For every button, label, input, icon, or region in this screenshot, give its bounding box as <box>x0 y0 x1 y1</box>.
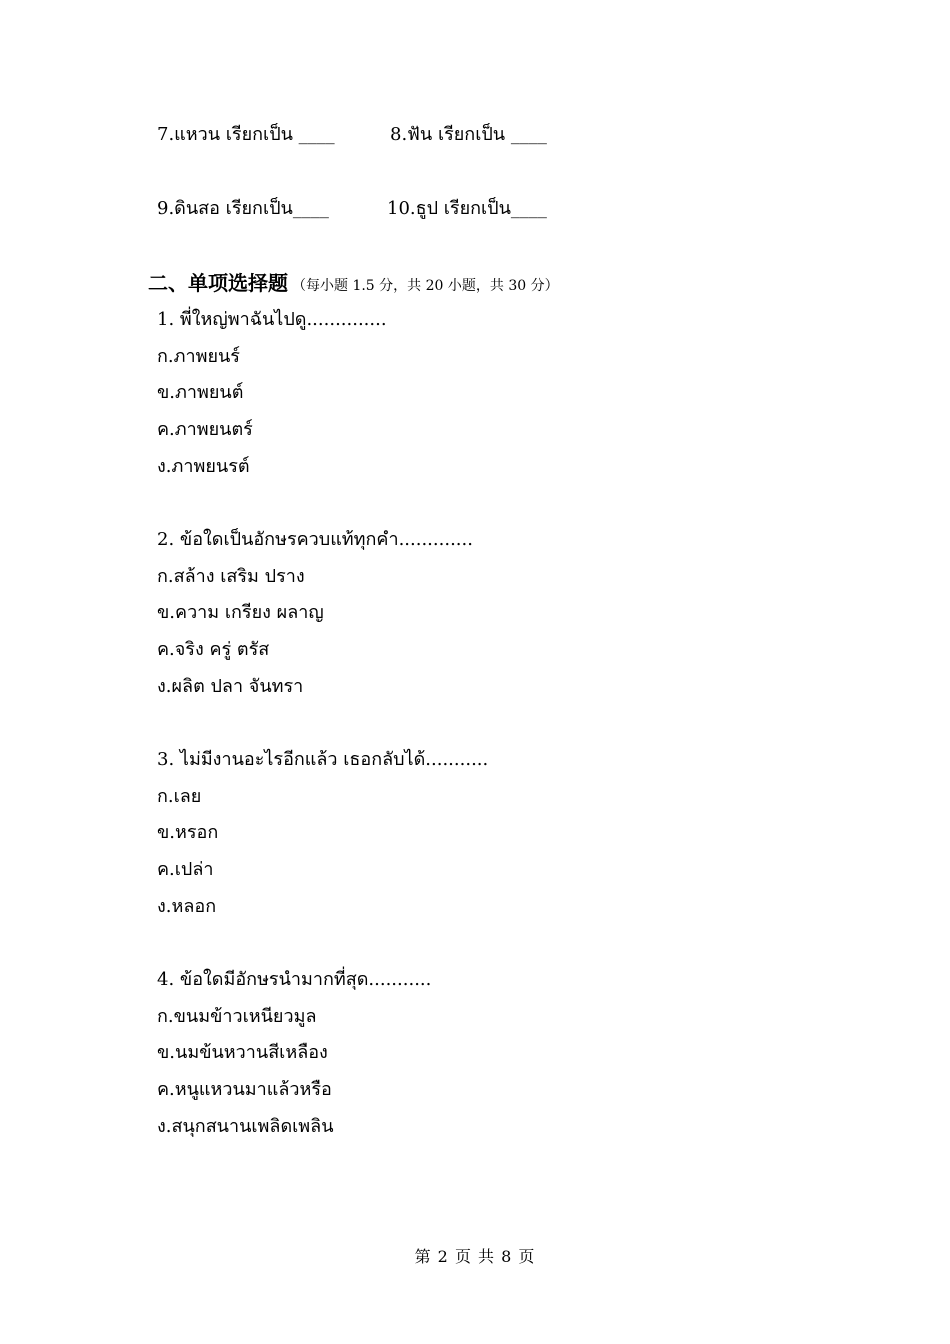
question-text: 2. ข้อใดเป็นอักษรควบแท้ทุกคำ............. <box>157 529 473 550</box>
question-text: 3. ไม่มีงานอะไรอีกแล้ว เธอกลับได้........... <box>157 749 489 770</box>
option-d: ง.สนุกสนานเพลิดเพลิน <box>157 1115 334 1137</box>
option-a: ก.ภาพยนร์ <box>157 345 240 367</box>
question-4 <box>157 962 857 1145</box>
option-b: ข.ความ เกรียง ผลาญ <box>157 602 324 624</box>
option-c: ค.เปล่า <box>157 859 214 881</box>
option-d: ง.ผลิต ปลา จันทรา <box>157 675 304 697</box>
section-note: （每小题 1.5 分，共 20 小题，共 30 分） <box>292 278 559 294</box>
question-1 <box>157 302 857 485</box>
fill-in-item-10: 10.ธูป เรียกเป็น____ <box>387 198 547 219</box>
question-3 <box>157 742 857 925</box>
page-footer: 第 2 页 共 8 页 <box>414 1247 536 1266</box>
question-2 <box>157 522 857 705</box>
fill-in-item-7: 7.แหวน เรียกเป็น ____ <box>157 124 335 145</box>
option-a: ก.สล้าง เสริม ปราง <box>157 565 305 587</box>
option-b: ข.ภาพยนต์ <box>157 382 244 404</box>
fill-in-item-8: 8.ฟัน เรียกเป็น ____ <box>390 124 547 145</box>
option-a: ก.เลย <box>157 785 202 807</box>
option-c: ค.จริง ครู่ ตรัส <box>157 639 270 661</box>
fill-in-item-9: 9.ดินสอ เรียกเป็น____ <box>157 198 329 219</box>
option-a: ก.ขนมข้าวเหนียวมูล <box>157 1005 317 1027</box>
question-text: 1. พี่ใหญ่พาฉันไปดู.............. <box>157 309 387 330</box>
section-title: 二、单项选择题 <box>148 271 288 295</box>
question-text: 4. ข้อใดมีอักษรนำมากที่สุด........... <box>157 969 432 990</box>
option-c: ค.ภาพยนตร์ <box>157 419 253 441</box>
section-heading <box>148 268 559 298</box>
option-d: ง.หลอก <box>157 895 217 917</box>
option-b: ข.หรอก <box>157 822 219 844</box>
option-b: ข.นมข้นหวานสีเหลือง <box>157 1042 328 1064</box>
option-c: ค.หนูแหวนมาแล้วหรือ <box>157 1079 332 1101</box>
option-d: ง.ภาพยนรต์ <box>157 455 250 477</box>
